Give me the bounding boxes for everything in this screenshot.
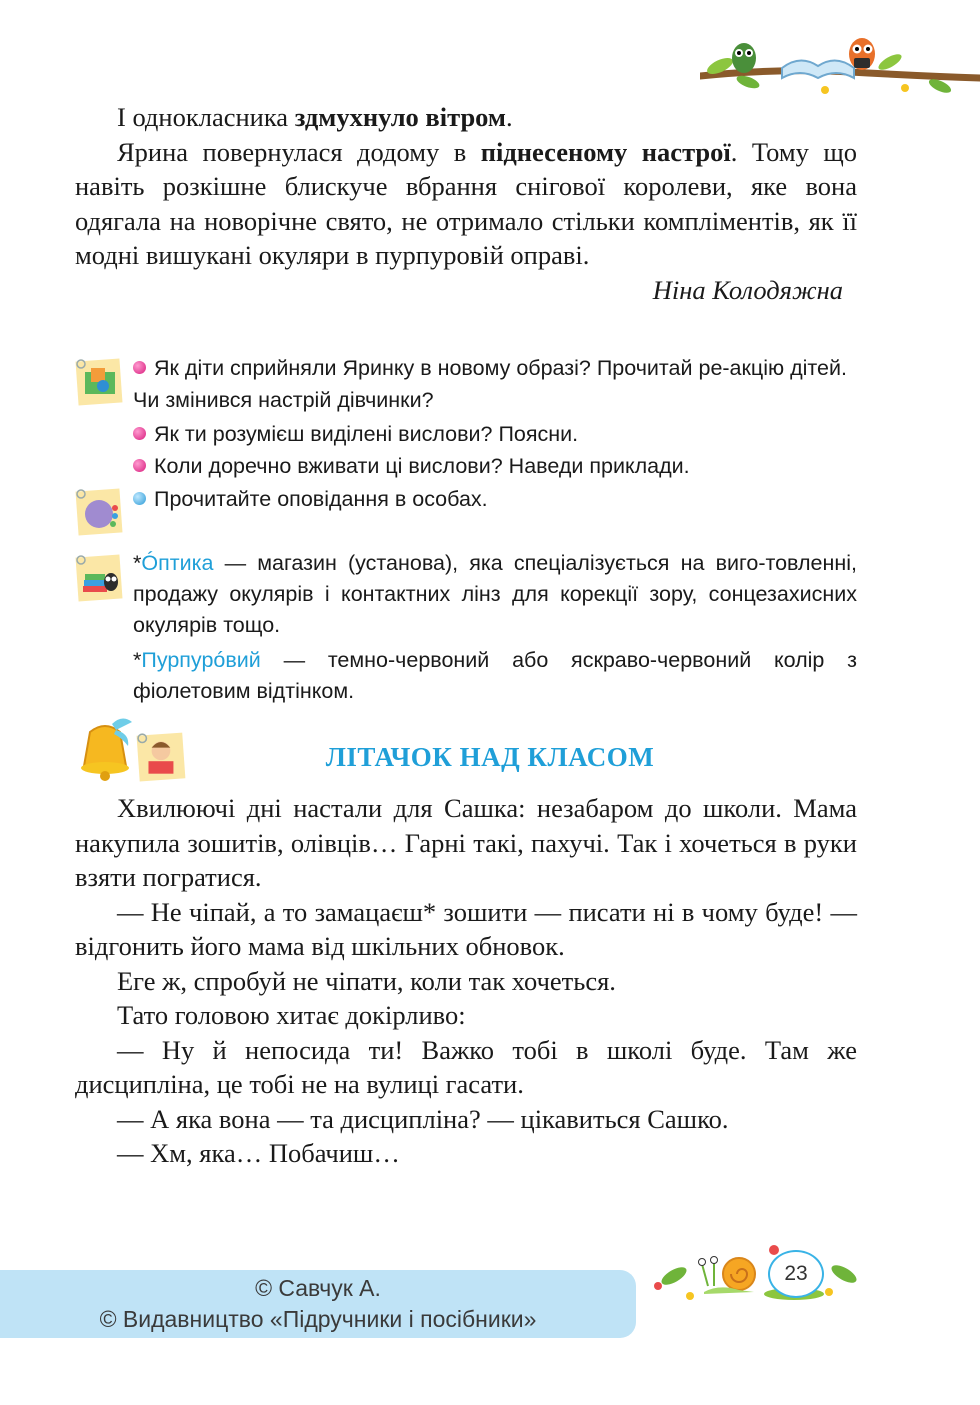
blue-bullet-icon [133,492,146,505]
pink-bullet-icon [133,361,146,374]
story-line: І однокласника здмухнуло вітром. [117,102,513,132]
pink-bullet-icon [133,427,146,440]
copyright-publisher: © Видавництво «Підручники і посібники» [99,1306,537,1332]
reading-kid-card-icon [75,356,125,406]
snail-flowers-icon [644,1236,864,1306]
boy-reading-card-icon [136,730,188,782]
copyright-author: © Савчук А. [255,1275,381,1301]
pink-bullet-icon [133,459,146,472]
story-paragraph: — Ну й непосида ти! Важко тобі в школі буде. Там же дисципліна, це тобі не на вулиці гасати. [75,1034,857,1099]
story-paragraph: Еге ж, спробуй не чіпати, коли так хочеться. [117,965,616,996]
page-number: 23 [768,1250,824,1298]
story-text [75,791,857,1171]
branch-with-owls-icon [700,38,980,108]
author: Ніна Колодяжна [652,274,843,305]
question-item: Як діти сприйняли Яринку в новому образі? Прочитай ре-акцію дітей. Чи змінився настрій дівчинки? [133,356,847,412]
question-item: Прочитайте оповідання в особах. [133,483,857,515]
story-paragraph: Ярина повернулася додому в піднесеному настрої. Тому що навіть розкішне блискуче вбрання снігової королеви, яке вона одягала на новорічне свято, не отримало стільки компліментів, як її модні вишукані окуляри в пурпуровій оправі. [75,136,857,270]
story-paragraph: — Не чіпай, а то замацаєш* зошити — писати ні в чому буде! — відгонить його мама від шкільних обновок. [75,896,857,961]
story-paragraph: Тато головою хитає докірливо: [117,1000,466,1030]
story-paragraph: — Хм, яка… Побачиш… [117,1138,400,1168]
question-item: Коли доречно вживати ці вислови? Наведи приклади. [133,450,857,482]
copyright [0,1273,636,1335]
glossary-entry: *Óптика — магазин (установа), яка спеціалізується на виго-товленні, продажу окулярів і контактних лінз для корекції зору, сонцезахисних окулярів тощо. [133,551,857,637]
question-item: Як ти розумієш виділені вислови? Поясни. [133,418,857,450]
story-end [75,100,857,307]
school-bell-icon [72,714,138,786]
section-heading: ЛІТАЧОК НАД КЛАСОМ [325,742,655,772]
books-owl-card-icon [75,552,125,602]
story-paragraph: Хвилюючі дні настали для Сашка: незабаром до школи. Мама накупила зошитів, олівців… Гарні такі, пахучі. Так і хочеться в руки взяти погратися. [75,793,857,892]
palette-card-icon [75,486,125,536]
story-paragraph: — А яка вона — та дисципліна? — цікавиться Сашко. [117,1103,729,1134]
glossary-entry: *Пурпурóвий — темно-червоний або яскраво-червоний колір з фіолетовим відтінком. [133,648,857,703]
